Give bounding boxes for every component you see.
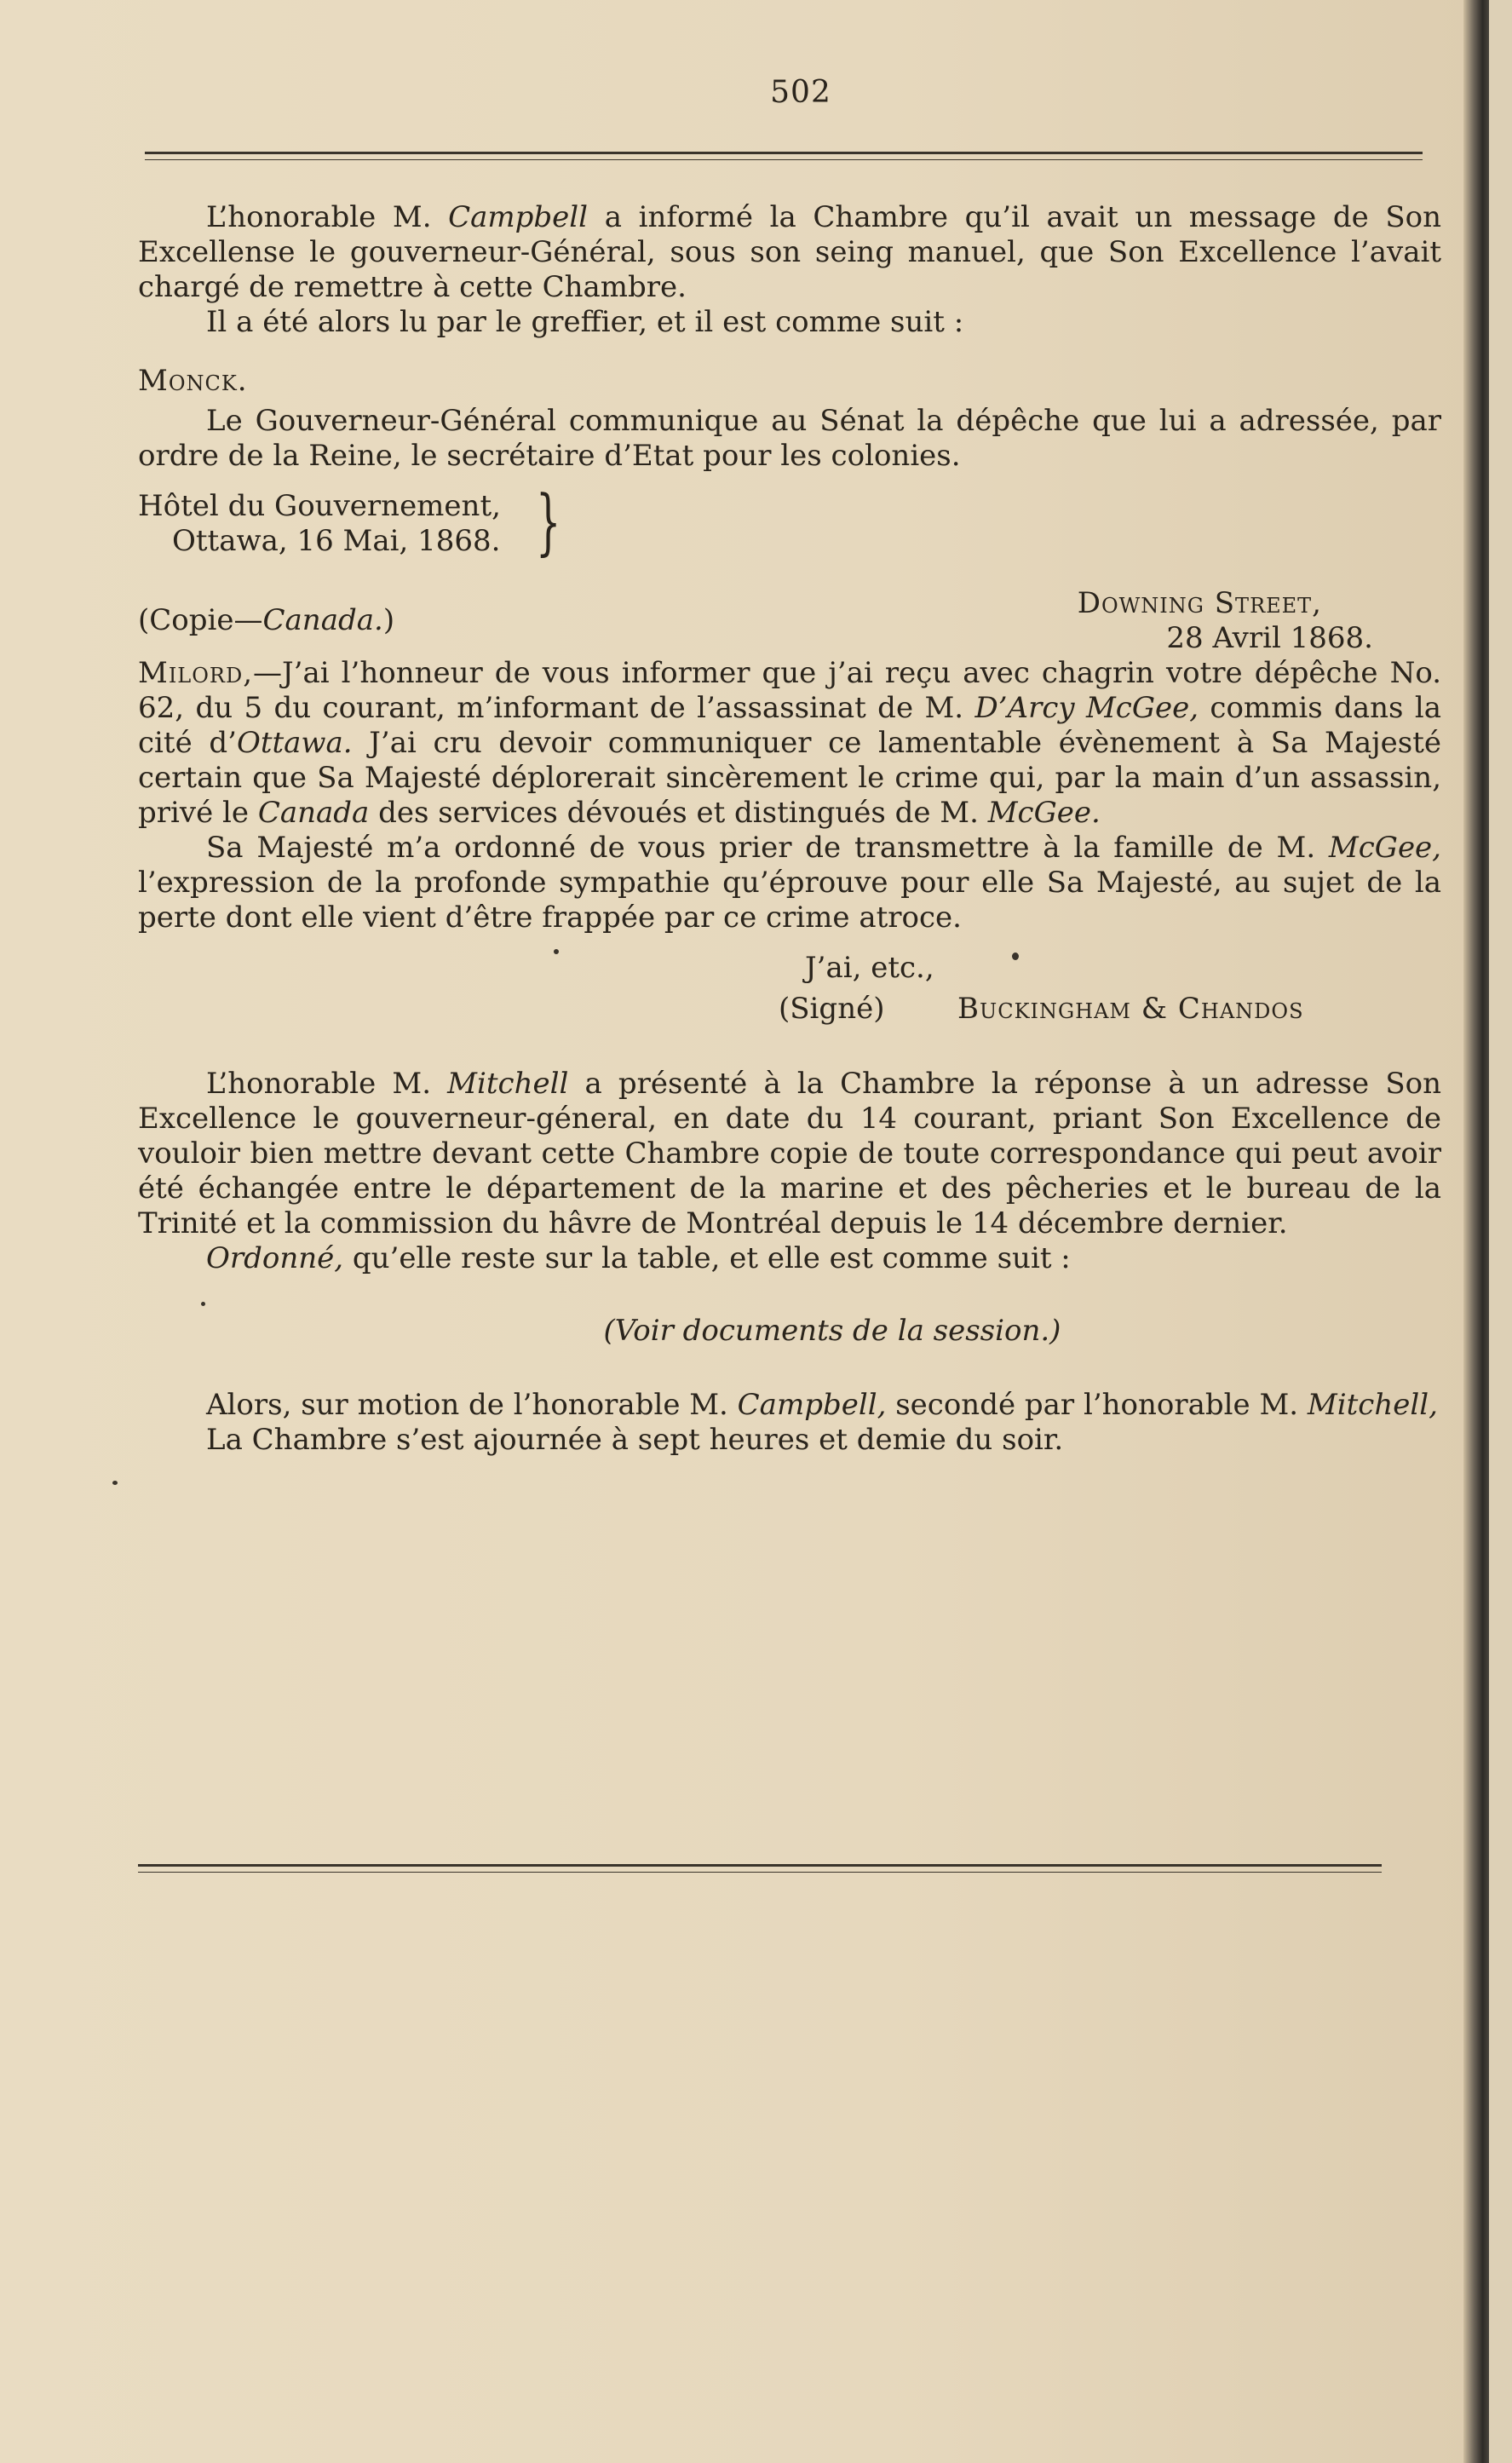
text-segment: (Copie— <box>138 603 263 637</box>
bottom-rule <box>138 1864 1382 1867</box>
text-segment: qu’elle reste sur la table, et elle est comme suit : <box>343 1241 1071 1275</box>
salutation-milord: Milord, <box>138 656 254 690</box>
text-segment: J’ai cru devoir communiquer ce lamentable évènement à Sa Majesté certain que Sa Majesté déplorerait sincèrement le crime qui, par la main d’un assassin, privé le <box>138 726 1441 830</box>
top-rule-thin <box>145 159 1423 160</box>
letter-address: Downing Street, <box>1077 586 1322 620</box>
name-mcgee: McGee. <box>987 796 1101 830</box>
name-canada: Canada. <box>262 603 383 637</box>
adjacent-page-edge <box>1489 0 1512 2463</box>
hotel-line-1: Hôtel du Gouvernement, <box>138 489 501 523</box>
paper-speck <box>112 1481 118 1485</box>
paragraph-read-by-clerk: Il a été alors lu par le greffier, et il est comme suit : <box>206 305 964 339</box>
text-segment: secondé par l’honorable M. <box>886 1388 1308 1422</box>
name-campbell: Campbell <box>448 200 589 234</box>
hotel-dateline <box>138 480 649 563</box>
text-segment: L’honorable M. <box>206 200 449 234</box>
paper-speck <box>1012 952 1019 960</box>
name-mcgee: McGee, <box>1328 831 1441 865</box>
documents-reference: (Voir documents de la session.) <box>603 1314 1061 1348</box>
text-segment: Sa Majesté m’a ordonné de vous prier de transmettre à la famille de M. <box>206 831 1329 865</box>
text-segment: a informé la Chambre qu’il avait un message de Son Excellense le gouverneur-Général, sous son seing manuel, que Son Excellence l’avait chargé de remettre à cette Chambre. <box>138 200 1441 304</box>
paper-speck <box>554 949 559 954</box>
paragraph-motion <box>138 1388 1441 1423</box>
paragraph-campbell-message <box>138 200 1441 305</box>
paragraph-ordered <box>138 1241 1441 1276</box>
paragraph-governor-communication: Le Gouverneur-Général communique au Sénat la dépêche que lui a adressée, par ordre de la Reine, le secrétaire d’Etat pour les colonies. <box>138 404 1441 473</box>
text-segment: ) <box>382 603 395 637</box>
text-segment: l’expression de la profonde sympathie qu’éprouve pour elle Sa Majesté, au sujet de la perte dont elle vient d’être frappée par ce crime atroce. <box>138 866 1441 935</box>
copie-label <box>138 603 394 638</box>
page-number: 502 <box>770 75 831 110</box>
paragraph-sympathy <box>138 831 1441 935</box>
text-segment: Alors, sur motion de l’honorable M. <box>206 1388 738 1422</box>
name-ottawa: Ottawa. <box>236 726 353 760</box>
text-segment: a présenté à la Chambre la réponse à un adresse Son Excellence le gouverneur-géneral, en date du 14 courant, priant Son Excellence de vouloir bien mettre devant cette Chambre copie de toute correspondance qui peut avoir été échangée entre le département de la marine et des pêcheries et le bureau de la Trinité et la commission du hâvre de Montréal depuis le 14 décembre dernier. <box>138 1067 1441 1240</box>
signature-monck: Monck. <box>138 364 248 398</box>
book-gutter <box>1463 0 1489 2463</box>
text-segment: commis dans la cité d’ <box>138 691 1442 760</box>
name-mitchell: Mitchell <box>447 1067 569 1101</box>
name-campbell: Campbell, <box>737 1388 887 1422</box>
main-text <box>138 200 1441 1458</box>
paper-speck <box>201 1302 205 1306</box>
paragraph-adjournment: La Chambre s’est ajournée à sept heures et demie du soir. <box>206 1423 1064 1457</box>
letter-date: 28 Avril 1868. <box>1166 621 1373 655</box>
signatory-name: Buckingham & Chandos <box>957 992 1304 1026</box>
name-darcy-mcgee: D’Arcy McGee, <box>974 691 1199 725</box>
name-mitchell: Mitchell, <box>1307 1388 1438 1422</box>
letter-heading <box>138 586 1441 656</box>
text-segment: des services dévoués et distingués de M. <box>369 796 988 830</box>
letter-signature <box>138 944 1441 1038</box>
text-segment: L’honorable M. <box>206 1067 448 1101</box>
bottom-rule-thin <box>138 1872 1382 1873</box>
paragraph-mitchell-reply <box>138 1067 1441 1241</box>
top-rule <box>145 152 1423 154</box>
text-segment: —J’ai l’honneur de vous informer que j’ai reçu avec chagrin votre dépêche No. 62, du 5 du courant, m’informant de l’assassinat de M. <box>138 656 1441 725</box>
ordonne-word: Ordonné, <box>206 1241 344 1275</box>
signed-label: (Signé) <box>779 992 885 1026</box>
brace-symbol: } <box>536 480 561 563</box>
closing: J’ai, etc., <box>805 951 934 985</box>
name-canada: Canada <box>257 796 370 830</box>
hotel-line-2: Ottawa, 16 Mai, 1868. <box>172 524 501 558</box>
paragraph-letter-body <box>138 656 1441 831</box>
